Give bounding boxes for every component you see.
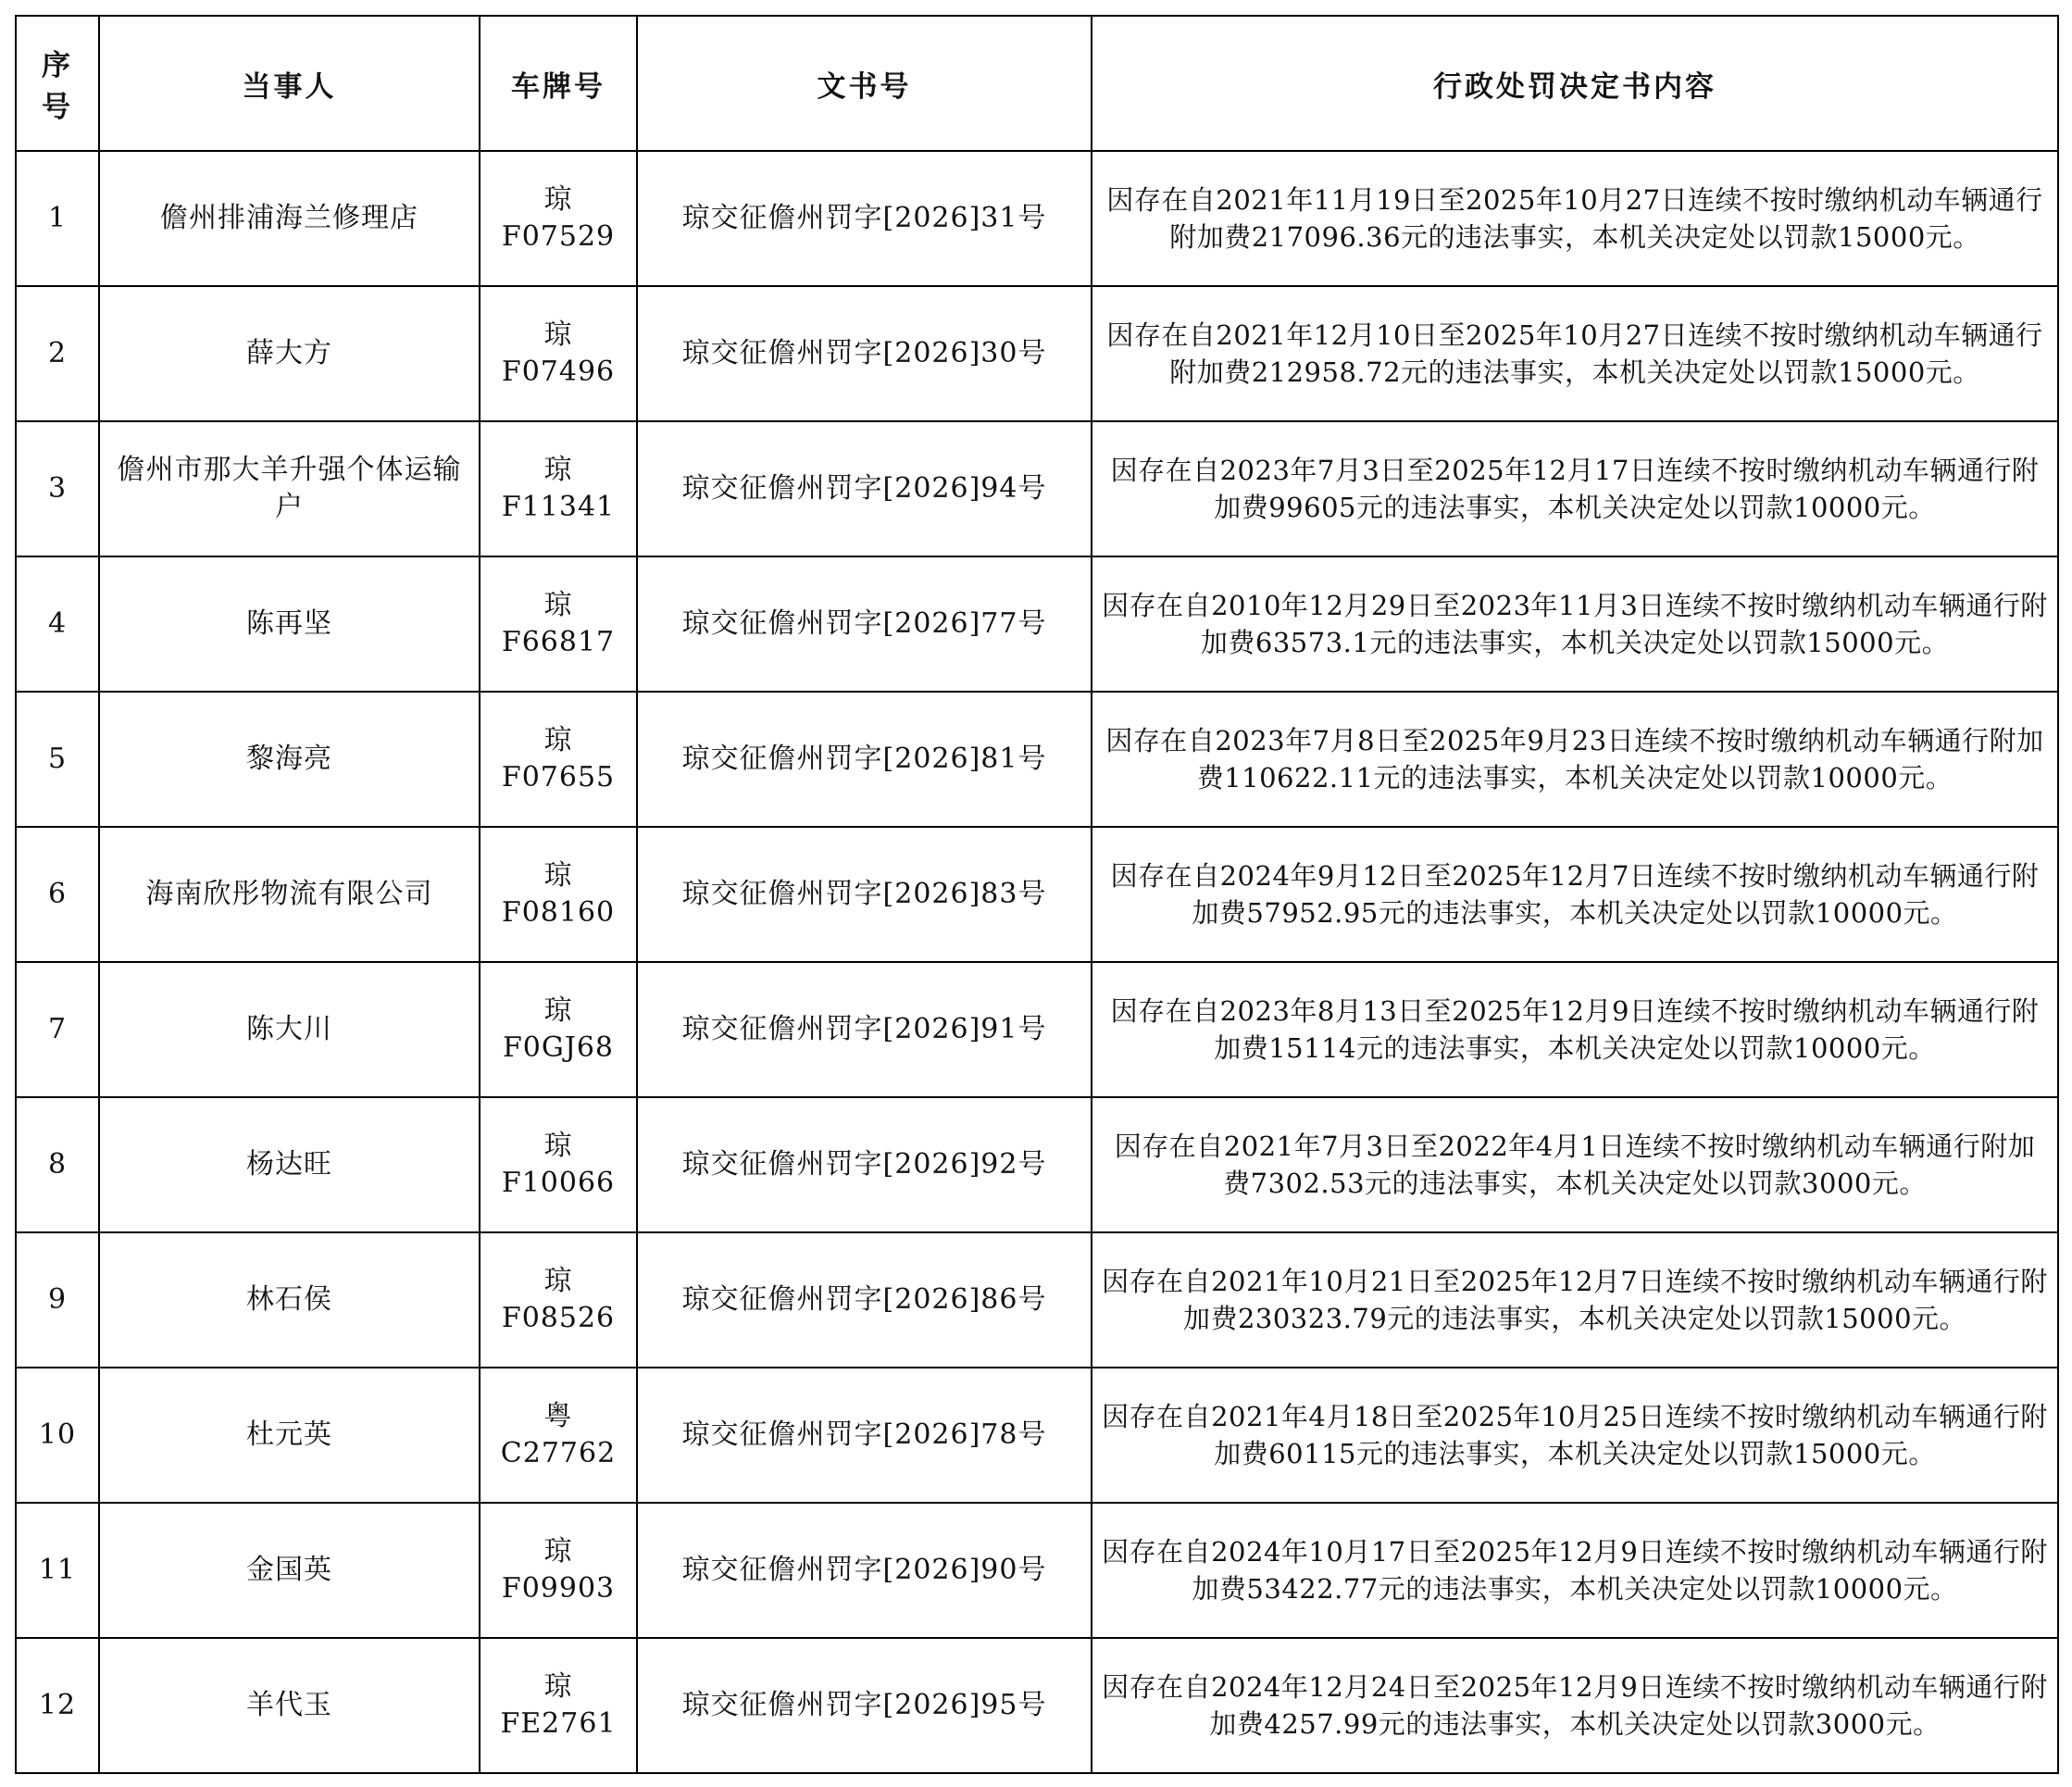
cell-content: 因存在自2024年10月17日至2025年12月9日连续不按时缴纳机动车辆通行附加费53422.77元的违法事实，本机关决定处以罚款10000元。 bbox=[1092, 1503, 2058, 1638]
cell-no: 4 bbox=[16, 556, 99, 692]
cell-doc-no: 琼交征儋州罚字[2026]94号 bbox=[637, 421, 1092, 556]
cell-party: 杜元英 bbox=[99, 1368, 480, 1503]
cell-doc-no: 琼交征儋州罚字[2026]95号 bbox=[637, 1638, 1092, 1773]
cell-content: 因存在自2023年8月13日至2025年12月9日连续不按时缴纳机动车辆通行附加费15114元的违法事实，本机关决定处以罚款10000元。 bbox=[1092, 962, 2058, 1097]
cell-party: 儋州排浦海兰修理店 bbox=[99, 151, 480, 286]
cell-no: 9 bbox=[16, 1232, 99, 1368]
table-header-row bbox=[16, 16, 2058, 151]
header-content: 行政处罚决定书内容 bbox=[1092, 16, 2058, 151]
cell-party: 林石侯 bbox=[99, 1232, 480, 1368]
cell-no: 7 bbox=[16, 962, 99, 1097]
cell-no: 11 bbox=[16, 1503, 99, 1638]
cell-content: 因存在自2024年9月12日至2025年12月7日连续不按时缴纳机动车辆通行附加费57952.95元的违法事实，本机关决定处以罚款10000元。 bbox=[1092, 827, 2058, 962]
header-plate: 车牌号 bbox=[480, 16, 637, 151]
table-row bbox=[16, 286, 2058, 421]
cell-plate: 琼F09903 bbox=[480, 1503, 637, 1638]
cell-no: 5 bbox=[16, 692, 99, 827]
cell-party: 陈大川 bbox=[99, 962, 480, 1097]
cell-no: 10 bbox=[16, 1368, 99, 1503]
cell-content: 因存在自2023年7月3日至2025年12月17日连续不按时缴纳机动车辆通行附加费99605元的违法事实，本机关决定处以罚款10000元。 bbox=[1092, 421, 2058, 556]
penalty-decision-table bbox=[15, 15, 2059, 1774]
table-row bbox=[16, 962, 2058, 1097]
cell-content: 因存在自2021年7月3日至2022年4月1日连续不按时缴纳机动车辆通行附加费7302.53元的违法事实，本机关决定处以罚款3000元。 bbox=[1092, 1097, 2058, 1232]
table-row bbox=[16, 421, 2058, 556]
cell-plate: 琼F08160 bbox=[480, 827, 637, 962]
cell-content: 因存在自2021年12月10日至2025年10月27日连续不按时缴纳机动车辆通行附加费212958.72元的违法事实，本机关决定处以罚款15000元。 bbox=[1092, 286, 2058, 421]
cell-plate: 琼F07496 bbox=[480, 286, 637, 421]
cell-plate: 琼F0GJ68 bbox=[480, 962, 637, 1097]
cell-doc-no: 琼交征儋州罚字[2026]31号 bbox=[637, 151, 1092, 286]
cell-doc-no: 琼交征儋州罚字[2026]78号 bbox=[637, 1368, 1092, 1503]
table-row bbox=[16, 556, 2058, 692]
cell-party: 羊代玉 bbox=[99, 1638, 480, 1773]
cell-plate: 粤C27762 bbox=[480, 1368, 637, 1503]
cell-plate: 琼F66817 bbox=[480, 556, 637, 692]
cell-party: 黎海亮 bbox=[99, 692, 480, 827]
cell-doc-no: 琼交征儋州罚字[2026]30号 bbox=[637, 286, 1092, 421]
table-row bbox=[16, 692, 2058, 827]
cell-content: 因存在自2010年12月29日至2023年11月3日连续不按时缴纳机动车辆通行附加费63573.1元的违法事实，本机关决定处以罚款15000元。 bbox=[1092, 556, 2058, 692]
cell-no: 3 bbox=[16, 421, 99, 556]
cell-plate: 琼F07655 bbox=[480, 692, 637, 827]
table-row bbox=[16, 1368, 2058, 1503]
cell-content: 因存在自2023年7月8日至2025年9月23日连续不按时缴纳机动车辆通行附加费110622.11元的违法事实，本机关决定处以罚款10000元。 bbox=[1092, 692, 2058, 827]
cell-doc-no: 琼交征儋州罚字[2026]86号 bbox=[637, 1232, 1092, 1368]
cell-party: 薛大方 bbox=[99, 286, 480, 421]
cell-content: 因存在自2021年10月21日至2025年12月7日连续不按时缴纳机动车辆通行附加费230323.79元的违法事实，本机关决定处以罚款15000元。 bbox=[1092, 1232, 2058, 1368]
cell-doc-no: 琼交征儋州罚字[2026]90号 bbox=[637, 1503, 1092, 1638]
cell-party: 海南欣彤物流有限公司 bbox=[99, 827, 480, 962]
cell-party: 杨达旺 bbox=[99, 1097, 480, 1232]
table-row bbox=[16, 827, 2058, 962]
cell-plate: 琼F10066 bbox=[480, 1097, 637, 1232]
cell-no: 6 bbox=[16, 827, 99, 962]
header-no: 序号 bbox=[16, 16, 99, 151]
cell-content: 因存在自2024年12月24日至2025年12月9日连续不按时缴纳机动车辆通行附加费4257.99元的违法事实，本机关决定处以罚款3000元。 bbox=[1092, 1638, 2058, 1773]
cell-no: 12 bbox=[16, 1638, 99, 1773]
table-row bbox=[16, 1232, 2058, 1368]
cell-plate: 琼F08526 bbox=[480, 1232, 637, 1368]
table-row bbox=[16, 151, 2058, 286]
cell-doc-no: 琼交征儋州罚字[2026]81号 bbox=[637, 692, 1092, 827]
cell-content: 因存在自2021年4月18日至2025年10月25日连续不按时缴纳机动车辆通行附加费60115元的违法事实，本机关决定处以罚款15000元。 bbox=[1092, 1368, 2058, 1503]
cell-party: 陈再坚 bbox=[99, 556, 480, 692]
header-doc-no: 文书号 bbox=[637, 16, 1092, 151]
cell-doc-no: 琼交征儋州罚字[2026]92号 bbox=[637, 1097, 1092, 1232]
cell-doc-no: 琼交征儋州罚字[2026]91号 bbox=[637, 962, 1092, 1097]
cell-plate: 琼F11341 bbox=[480, 421, 637, 556]
table-row bbox=[16, 1638, 2058, 1773]
cell-no: 2 bbox=[16, 286, 99, 421]
cell-plate: 琼F07529 bbox=[480, 151, 637, 286]
cell-content: 因存在自2021年11月19日至2025年10月27日连续不按时缴纳机动车辆通行附加费217096.36元的违法事实，本机关决定处以罚款15000元。 bbox=[1092, 151, 2058, 286]
table-row bbox=[16, 1503, 2058, 1638]
table-row bbox=[16, 1097, 2058, 1232]
cell-plate: 琼FE2761 bbox=[480, 1638, 637, 1773]
cell-party: 儋州市那大羊升强个体运输户 bbox=[99, 421, 480, 556]
header-party: 当事人 bbox=[99, 16, 480, 151]
cell-doc-no: 琼交征儋州罚字[2026]77号 bbox=[637, 556, 1092, 692]
cell-no: 8 bbox=[16, 1097, 99, 1232]
cell-doc-no: 琼交征儋州罚字[2026]83号 bbox=[637, 827, 1092, 962]
cell-party: 金国英 bbox=[99, 1503, 480, 1638]
cell-no: 1 bbox=[16, 151, 99, 286]
